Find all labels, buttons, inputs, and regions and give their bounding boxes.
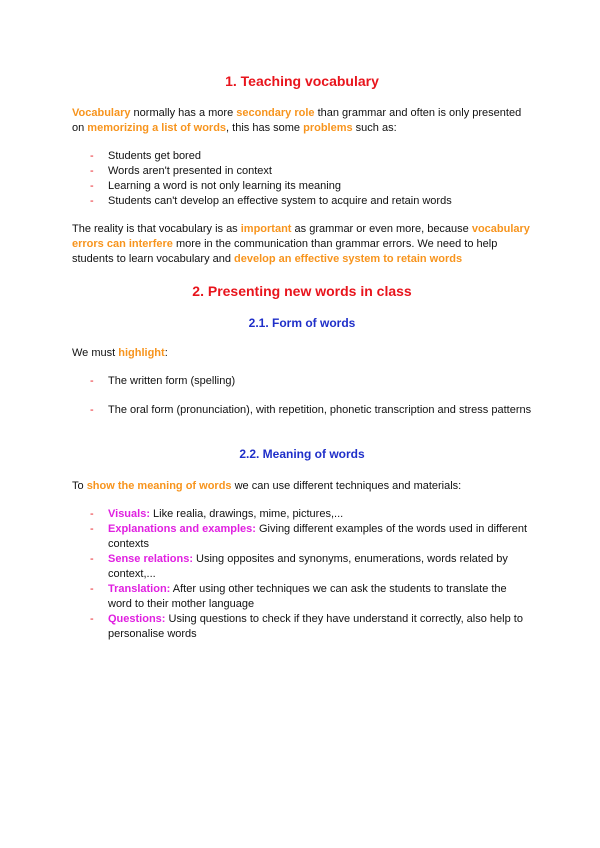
list-item: - Learning a word is not only learning its meaning (90, 180, 341, 192)
list-item: - Questions: Using questions to check if they have understand it correctly, also help to personalise words (90, 613, 523, 640)
list-item: - The written form (spelling) (90, 375, 236, 387)
meaning-list (72, 507, 532, 642)
list-item: - Sense relations: Using opposites and synonyms, enumerations, words related by context,... (90, 553, 508, 580)
highlight-vocabulary: Vocabulary (72, 107, 131, 119)
highlight-show-meaning: show the meaning of words (86, 480, 232, 492)
highlight-important: important (240, 223, 292, 235)
problems-list (72, 149, 532, 209)
list-item: - Students can't develop an effective system to acquire and retain words (90, 195, 452, 207)
subsection-2-2-intro: To show the meaning of words we can use different techniques and materials: (72, 480, 462, 492)
section-2-title: 2. Presenting new words in class (192, 283, 412, 299)
highlight-vocabulary-errors: vocabulary errors can interfere (72, 223, 530, 250)
section-1-intro: Vocabulary normally has a more secondary role than grammar and often is only presented on memorizing a list of words, this has some problems such as: (72, 107, 522, 134)
list-item: - Students get bored (90, 150, 201, 162)
list-item: - The oral form (pronunciation), with repetition, phonetic transcription and stress patterns (90, 404, 532, 416)
form-list (72, 374, 532, 418)
subsection-2-2-title: 2.2. Meaning of words (239, 447, 365, 461)
highlight-memorizing: memorizing a list of words (87, 122, 227, 134)
section-1-title: 1. Teaching vocabulary (225, 73, 379, 89)
section-1-reality: The reality is that vocabulary is as important as grammar or even more, because vocabulary errors can interfere more in the communication than grammar errors. We need to help students to learn vocabulary and develop an effective system to retain words (72, 223, 530, 265)
subsection-2-1-intro: We must highlight: (72, 347, 168, 359)
highlight-secondary-role: secondary role (236, 107, 315, 119)
subsection-2-1-title: 2.1. Form of words (248, 316, 356, 330)
highlight-highlight: highlight (118, 347, 165, 359)
list-item: - Visuals: Like realia, drawings, mime, pictures,... (90, 508, 344, 520)
highlight-problems: problems (303, 122, 353, 134)
list-item: - Words aren't presented in context (90, 165, 272, 177)
highlight-effective-system: develop an effective system to retain words (234, 253, 463, 265)
list-item: - Explanations and examples: Giving different examples of the words used in different contexts (90, 523, 528, 550)
list-item: - Translation: After using other techniques we can ask the students to translate the word to their mother language (90, 583, 507, 610)
